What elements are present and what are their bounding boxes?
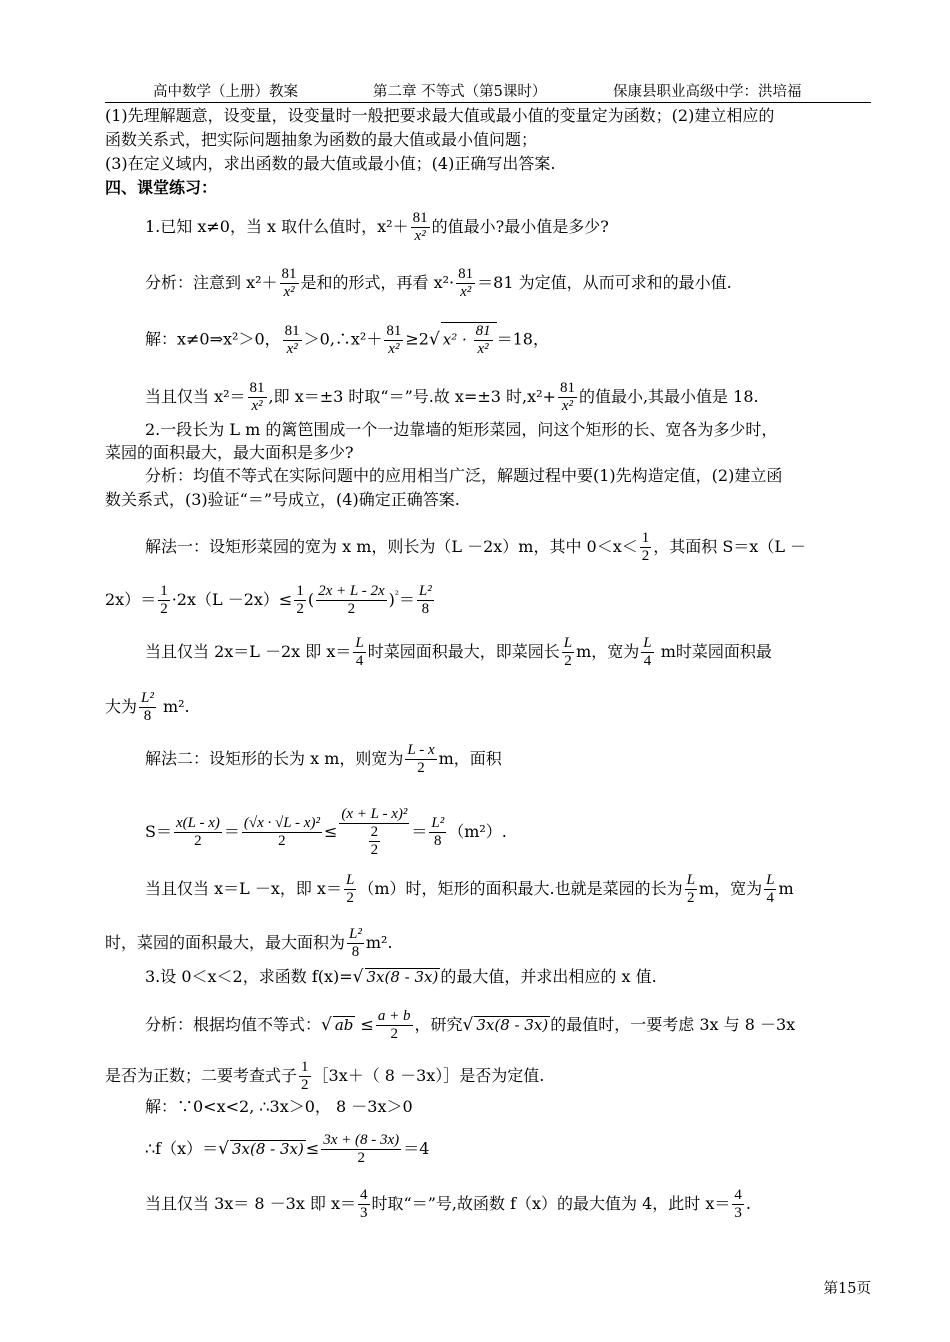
p2-method2-equality [145, 872, 794, 907]
p2-m1-eq-a: 当且仅当 2x＝L －2x 即 x＝ [145, 642, 352, 661]
num: 81 [458, 266, 474, 282]
frac-81-x2 [456, 266, 475, 301]
p2-method1-max [105, 690, 190, 725]
sqrt-sign: √ [321, 1015, 332, 1035]
den: 2 [417, 760, 425, 776]
sqrt-radicand: 3x(8 - 3x) [366, 968, 439, 986]
den: 2 [357, 1150, 365, 1166]
frac-L2-8 [139, 690, 156, 725]
den: 8 [351, 944, 360, 960]
p2-m2-eq-a: 当且仅当 x＝L －x，即 x＝ [145, 879, 342, 898]
sqrt-radicand: 3x(8 - 3x) [476, 1016, 549, 1034]
p2-s-d: ＝ [411, 822, 428, 841]
p3-eq-a: 当且仅当 3x＝ 8 －3x 即 x＝ [145, 1194, 357, 1213]
p3-an2-b: ［3x＋（ 8 －3x）］是否为定值. [312, 1066, 545, 1085]
num: 1 [301, 1059, 309, 1075]
p1-equality [145, 380, 759, 415]
p2-method1-line1 [145, 530, 806, 565]
p2-m1-d: ·2x（L －2x）≤ [171, 590, 293, 609]
sqrt-radicand: ab [334, 1016, 354, 1034]
den: 2 [347, 601, 356, 617]
intro-line-2: 函数关系式，把实际问题抽象为函数的最大值或最小值问题； [105, 130, 538, 149]
frac-1-2 [158, 583, 170, 618]
den: 2 [296, 601, 304, 617]
num: L [345, 872, 355, 888]
frac-1-2 [294, 583, 306, 618]
p2-m1-a: 解法一：设矩形菜园的宽为 x m，则长为（L －2x）m，其中 0＜x＜ [145, 537, 638, 556]
p2-m2-a: 解法二：设矩形的长为 x m，则宽为 [145, 749, 404, 768]
p1-sol-a: 解：x≠0⇒x²＞0， [145, 329, 281, 349]
p3-analysis-2 [105, 1059, 544, 1094]
p1-sol-b: ＞0,∴x²＋ [303, 329, 383, 349]
den: 4 [643, 653, 652, 669]
p1-an-c: ＝81 为定值，从而可求和的最小值. [477, 273, 732, 292]
den: x² [286, 340, 298, 357]
num: 81 [412, 210, 428, 226]
frac-L2-8 [429, 815, 446, 850]
num: 1 [641, 530, 650, 546]
num: 3x + (8 - 3x) [323, 1132, 400, 1148]
num: L² [349, 926, 362, 942]
num: 81 [559, 380, 575, 396]
p2-m1-eq-b: 时菜园面积最大，即菜园长 [367, 642, 560, 661]
p2-m1-e: ＝ [398, 590, 415, 609]
p3-eq-b: 时取“＝”号,故函数 f（x）的最大值为 4，此时 x＝ [371, 1194, 731, 1213]
p2-m2-max-b: m². [365, 933, 393, 952]
den: x² [388, 340, 400, 357]
frac-81-x2 [411, 210, 430, 245]
p3-sol2-b: ≤ [305, 1139, 320, 1158]
p3-sol2-c: ＝4 [403, 1139, 430, 1158]
num: L [563, 635, 573, 651]
num: L - x [407, 742, 435, 758]
p3-q-b: 的最大值，并求出相应的 x 值. [440, 967, 657, 986]
p1-an-b: 是和的形式，再看 x²· [300, 273, 455, 292]
frac-Lmx-2 [405, 742, 436, 777]
num: x(L - x) [175, 815, 220, 831]
p2-m1-eq-c: m，宽为 [576, 642, 640, 661]
p3-question [145, 967, 657, 987]
frac-L-2 [344, 872, 356, 907]
frac-sqrtprod-2 [242, 815, 322, 850]
page-header [105, 78, 871, 103]
frac-81-x2 [280, 266, 299, 301]
p1-question [145, 210, 609, 245]
den: 8 [143, 708, 152, 724]
den: 8 [434, 833, 442, 849]
p3-equality [145, 1187, 751, 1222]
frac-L-4 [641, 635, 653, 670]
p3-solution-1: 解：∵0<x<2, ∴3x＞0， 8 －3x＞0 [145, 1097, 413, 1116]
p2-m2-b: m，面积 [438, 749, 502, 768]
section-title: 四、课堂练习： [105, 178, 218, 197]
num: 2x + L - 2x [318, 583, 385, 599]
num: a + b [377, 1008, 411, 1024]
den: 2 [346, 890, 354, 906]
p2-m2-eq-d: m [778, 879, 794, 898]
frac-apb-2 [376, 1008, 413, 1043]
header-author: 保康县职业高级中学：洪培福 [613, 84, 802, 100]
num: (x + L - x)² [341, 806, 408, 822]
frac-L-2 [562, 635, 574, 670]
den: 8 [421, 601, 430, 617]
sqrt-radicand: 3x(8 - 3x) [231, 1140, 304, 1158]
p1-q-text-b: 的值最小?最小值是多少? [431, 217, 609, 236]
p2-question-1: 2.一段长为 L m 的篱笆围成一个一边靠墙的矩形菜园，问这个矩形的长、宽各为多少时， [145, 420, 778, 439]
p1-q-text-a: 1.已知 x≠0，当 x 取什么值时，x²＋ [145, 217, 409, 236]
num: L [686, 872, 695, 888]
p3-solution-2 [145, 1132, 429, 1167]
p2-analysis-1: 分析：均值不等式在实际问题中的应用相当广泛，解题过程中要(1)先构造定值，(2)建立函 [145, 466, 783, 485]
p2-s-e: （m²）. [448, 822, 507, 841]
sqrt-sign: √ [462, 1015, 474, 1035]
den: 2 [194, 833, 202, 849]
frac-2x-sum [316, 583, 387, 618]
den: 2 [370, 842, 379, 858]
frac-L-4 [764, 872, 776, 907]
sqrt-sign: √ [428, 329, 440, 350]
p3-sol2-a: ∴f（x）＝ [145, 1139, 219, 1158]
frac-81-x2 [283, 323, 302, 358]
frac-1-2 [299, 1059, 311, 1094]
num: 1 [296, 583, 304, 599]
num: L [643, 635, 652, 651]
den: 2 [278, 833, 286, 849]
den: 2 [564, 653, 572, 669]
p1-solution [145, 322, 549, 358]
den: x² [460, 284, 472, 300]
p1-analysis [145, 266, 732, 301]
den: 2 [160, 601, 168, 617]
inner-den: 2 [370, 824, 379, 840]
square-exp: ² [394, 590, 399, 601]
frac-xLmx-2 [174, 815, 222, 850]
num: 1 [160, 583, 168, 599]
den: x² [561, 398, 574, 414]
frac-L-4 [353, 635, 365, 670]
num: 4 [360, 1187, 368, 1203]
den: 4 [766, 890, 775, 906]
den: x² [414, 228, 426, 244]
frac-81-x2 [474, 323, 493, 358]
p3-an-b: ，研究 [414, 1015, 463, 1034]
p3-an-a: 分析：根据均值不等式： [145, 1015, 322, 1034]
p3-an-c: 的最值时，一要考虑 3x 与 8 －3x [550, 1015, 796, 1034]
p1-eq-b: ,即 x＝±3 时取“＝”号.故 x=±3 时,x²+ [268, 387, 556, 406]
num: L [766, 872, 775, 888]
p2-m1-c: 2x）＝ [105, 590, 157, 609]
num: 81 [281, 266, 297, 282]
intro-line-3: (3)在定义域内，求出函数的最大值或最小值；(4)正确写出答案. [105, 154, 556, 173]
sqrt-radicand [441, 322, 497, 358]
den: 2 [390, 1026, 398, 1042]
den: 3 [360, 1205, 368, 1221]
p3-an2-a: 是否为正数；二要考查式子 [105, 1066, 298, 1085]
p2-m2-eq-b: （m）时，矩形的面积最大.也就是菜园的长为 [358, 879, 683, 898]
num: L [355, 635, 364, 651]
p2-analysis-2: 数关系式，(3)验证“＝”号成立，(4)确定正确答案. [105, 490, 460, 509]
num: 81 [249, 380, 265, 396]
p2-m1-b: ，其面积 S＝x（L － [653, 537, 807, 556]
p2-question-2: 菜园的面积最大，最大面积是多少? [105, 443, 354, 462]
p1-sol-d: ＝18， [496, 329, 549, 349]
num: 81 [284, 322, 300, 339]
p3-analysis-1: 分析：根据均值不等式：√ ab ≤ $\frac{a + b}{2}$ ，研究√ 3x(8 - 3x) 的最值时，一要考虑 3x 与 8 －3x [145, 1008, 796, 1042]
intro-line-1: (1)先理解题意，设变量，设变量时一般把要求最大值或最小值的变量定为函数；(2)建立相应的 [105, 106, 775, 125]
p3-eq-c: . [745, 1194, 751, 1213]
frac-4-3 [732, 1187, 744, 1222]
p2-m2-max-a: 时，菜园的面积最大，最大面积为 [105, 933, 346, 952]
radicand-x2: x² · [442, 330, 472, 349]
den: 2 [687, 890, 695, 906]
p1-eq-a: 当且仅当 x²＝ [145, 387, 246, 406]
page-number: 第15页 [823, 1281, 871, 1297]
frac-L2-8 [347, 926, 364, 961]
den: 4 [355, 653, 364, 669]
p2-m1-eq-d: m时菜园面积最 [655, 642, 772, 661]
num: 4 [734, 1187, 742, 1203]
p2-method2-line1 [145, 742, 502, 777]
num: L² [418, 583, 432, 599]
p2-s-b: ＝ [223, 822, 240, 841]
num: 81 [475, 323, 491, 339]
header-chapter: 第二章 不等式（第5课时） [373, 84, 547, 100]
p2-area-formula [145, 806, 507, 859]
p2-m2-eq-c: m，宽为 [698, 879, 763, 898]
den: x² [477, 341, 489, 357]
p2-m1-max-b: m². [157, 697, 190, 716]
den: x² [251, 398, 263, 414]
den: x² [283, 284, 295, 300]
p1-an-a: 分析：注意到 x²＋ [145, 273, 278, 292]
p2-s-a: S＝ [145, 822, 172, 841]
p2-s-c: ≤ [323, 822, 338, 841]
frac-81-x2 [558, 380, 577, 415]
frac-nested [339, 806, 409, 859]
frac-sum-2 [321, 1132, 401, 1167]
frac-81-x2 [248, 380, 267, 415]
p2-method1-equality [145, 635, 772, 670]
p2-method1-line2: 2x）＝ $\frac{1}{2}$ ·2x（L －2x）≤ $\frac{1}{2}$ ( $\frac{2x + L - 2x}{2}$ )$^{^2}$＝ $\frac{\text{L²}}{8}$ [105, 583, 432, 617]
header-course: 高中数学（上册）教案 [153, 84, 298, 100]
den: 2 [301, 1077, 309, 1093]
p1-sol-c: ≥2 [405, 329, 429, 349]
sqrt-sign: √ [218, 1139, 229, 1159]
p3-q-a: 3.设 0＜x＜2，求函数 f(x)= [145, 967, 353, 986]
sqrt-sign: √ [352, 967, 364, 987]
num: (√x · √L - x)² [243, 815, 320, 831]
frac-81-x2 [384, 323, 403, 358]
p1-eq-c: 的值最小,其最小值是 18. [578, 387, 759, 406]
num: L² [141, 690, 154, 706]
frac-1-2 [640, 530, 652, 565]
num: L² [431, 815, 445, 831]
den: 2 [641, 548, 650, 564]
frac-L2-8 [417, 583, 434, 618]
den: 3 [734, 1205, 742, 1221]
num: 81 [386, 322, 402, 339]
p2-m1-max-a: 大为 [105, 697, 138, 716]
frac-4-3 [358, 1187, 370, 1222]
p2-method2-max [105, 926, 393, 961]
frac-L-2 [685, 872, 697, 907]
